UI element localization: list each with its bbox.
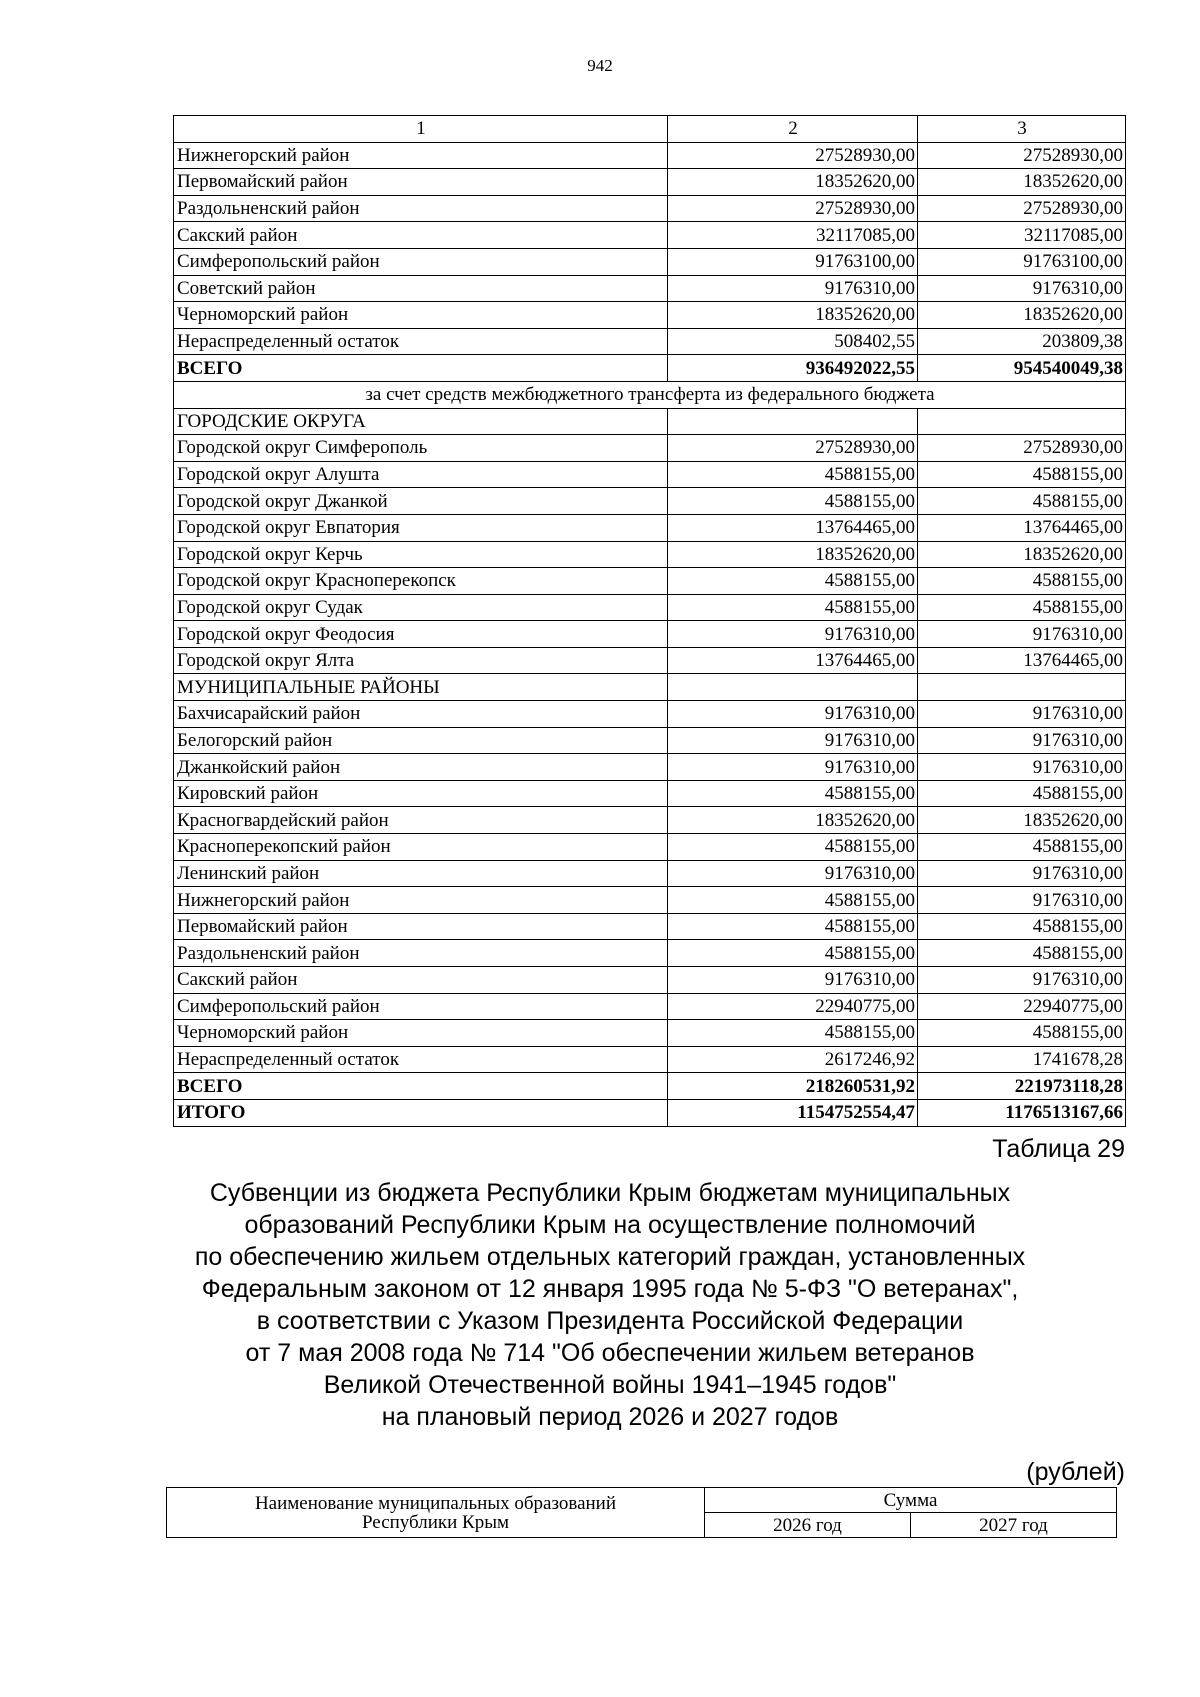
municipality-name: Городской округ Симферополь bbox=[174, 435, 668, 462]
table-title bbox=[150, 1177, 1070, 1433]
amount-2026: 4588155,00 bbox=[668, 461, 918, 488]
title-line: в соответствии с Указом Президента Российской Федерации bbox=[256, 1307, 964, 1335]
municipality-name: Черноморский район bbox=[174, 302, 668, 329]
table-row bbox=[174, 993, 1126, 1020]
amount-2026: 4588155,00 bbox=[668, 568, 918, 595]
municipality-name: Нераспределенный остаток bbox=[174, 328, 668, 355]
amount-2026: 18352620,00 bbox=[668, 302, 918, 329]
amount-2027: 32117085,00 bbox=[918, 222, 1126, 249]
grand-total-row bbox=[174, 1099, 1126, 1126]
municipality-name: Городской округ Феодосия bbox=[174, 621, 668, 648]
subsidy-table-continued bbox=[173, 115, 1126, 1127]
municipality-name: Сакский район bbox=[174, 967, 668, 994]
table-row bbox=[174, 142, 1126, 169]
total-label: ИТОГО bbox=[174, 1099, 668, 1126]
total-2026: 936492022,55 bbox=[668, 355, 918, 382]
section-municipal-districts bbox=[174, 674, 1126, 701]
total-2026: 218260531,92 bbox=[668, 1073, 918, 1100]
section-city-districts bbox=[174, 408, 1126, 435]
amount-2026: 9176310,00 bbox=[668, 275, 918, 302]
amount-2026: 18352620,00 bbox=[668, 169, 918, 196]
amount-2026: 13764465,00 bbox=[668, 647, 918, 674]
title-line: от 7 мая 2008 года № 714 "Об обеспечении жильем ветеранов bbox=[245, 1339, 975, 1367]
amount-2026: 4588155,00 bbox=[668, 940, 918, 967]
municipality-name: Нераспределенный остаток bbox=[174, 1046, 668, 1073]
table-row bbox=[174, 967, 1126, 994]
table-row bbox=[174, 834, 1126, 861]
amount-2026: 9176310,00 bbox=[668, 860, 918, 887]
title-line: по обеспечению жильем отдельных категорий граждан, установленных bbox=[194, 1243, 1026, 1271]
table-row bbox=[174, 514, 1126, 541]
amount-2026: 18352620,00 bbox=[668, 541, 918, 568]
municipality-name: Черноморский район bbox=[174, 1020, 668, 1047]
amount-2027: 9176310,00 bbox=[918, 701, 1126, 728]
federal-caption-row bbox=[174, 381, 1126, 408]
amount-2026: 4588155,00 bbox=[668, 1020, 918, 1047]
table-row bbox=[174, 940, 1126, 967]
amount-2026: 4588155,00 bbox=[668, 488, 918, 515]
section-title: МУНИЦИПАЛЬНЫЕ РАЙОНЫ bbox=[174, 674, 668, 701]
table-row bbox=[174, 328, 1126, 355]
municipality-name: Раздольненский район bbox=[174, 195, 668, 222]
amount-2026: 9176310,00 bbox=[668, 701, 918, 728]
amount-2027: 18352620,00 bbox=[918, 807, 1126, 834]
title-line: на плановый период 2026 и 2027 годов bbox=[381, 1403, 839, 1431]
amount-2026: 4588155,00 bbox=[668, 780, 918, 807]
amount-2026: 2617246,92 bbox=[668, 1046, 918, 1073]
column-header-name-line2: Республики Крым bbox=[361, 1511, 510, 1533]
amount-2027: 9176310,00 bbox=[918, 860, 1126, 887]
column-header-name bbox=[167, 1488, 705, 1538]
amount-2027: 9176310,00 bbox=[918, 727, 1126, 754]
table-row bbox=[174, 275, 1126, 302]
municipality-name: Городской округ Керчь bbox=[174, 541, 668, 568]
municipality-name: Первомайский район bbox=[174, 913, 668, 940]
amount-2026: 9176310,00 bbox=[668, 727, 918, 754]
amount-2026: 27528930,00 bbox=[668, 142, 918, 169]
amount-2026: 27528930,00 bbox=[668, 195, 918, 222]
title-line: Субвенции из бюджета Республики Крым бюджетам муниципальных bbox=[209, 1179, 1011, 1207]
amount-2027: 4588155,00 bbox=[918, 461, 1126, 488]
amount-2027: 203809,38 bbox=[918, 328, 1126, 355]
table-row bbox=[174, 461, 1126, 488]
municipality-name: Первомайский район bbox=[174, 169, 668, 196]
table-row bbox=[174, 887, 1126, 914]
total-2026: 1154752554,47 bbox=[668, 1099, 918, 1126]
amount-2027: 4588155,00 bbox=[918, 1020, 1126, 1047]
amount-2027: 4588155,00 bbox=[918, 568, 1126, 595]
amount-2026: 508402,55 bbox=[668, 328, 918, 355]
municipality-name: Бахчисарайский район bbox=[174, 701, 668, 728]
empty-cell bbox=[668, 674, 918, 701]
municipality-name: Городской округ Алушта bbox=[174, 461, 668, 488]
total-2027: 221973118,28 bbox=[918, 1073, 1126, 1100]
amount-2026: 4588155,00 bbox=[668, 594, 918, 621]
amount-2027: 4588155,00 bbox=[918, 940, 1126, 967]
amount-2026: 22940775,00 bbox=[668, 993, 918, 1020]
municipality-name: Городской округ Ялта bbox=[174, 647, 668, 674]
total-row bbox=[174, 1073, 1126, 1100]
amount-2026: 18352620,00 bbox=[668, 807, 918, 834]
municipality-name: Нижнегорский район bbox=[174, 887, 668, 914]
amount-2027: 27528930,00 bbox=[918, 435, 1126, 462]
amount-2026: 13764465,00 bbox=[668, 514, 918, 541]
table-row bbox=[174, 727, 1126, 754]
table-row bbox=[174, 754, 1126, 781]
table-row bbox=[174, 541, 1126, 568]
table-header-row bbox=[174, 116, 1126, 143]
federal-transfer-caption: за счет средств межбюджетного трансферта из федерального бюджета bbox=[174, 381, 1126, 408]
section-title: ГОРОДСКИЕ ОКРУГА bbox=[174, 408, 668, 435]
unit-label: (рублей) bbox=[1026, 1458, 1125, 1486]
municipality-name: Красногвардейский район bbox=[174, 807, 668, 834]
empty-cell bbox=[918, 408, 1126, 435]
municipality-name: Белогорский район bbox=[174, 727, 668, 754]
amount-2027: 9176310,00 bbox=[918, 887, 1126, 914]
amount-2027: 27528930,00 bbox=[918, 195, 1126, 222]
amount-2027: 13764465,00 bbox=[918, 647, 1126, 674]
amount-2026: 9176310,00 bbox=[668, 621, 918, 648]
table-row bbox=[174, 302, 1126, 329]
title-line: образований Республики Крым на осуществление полномочий bbox=[244, 1211, 976, 1239]
column-header-2027: 2027 год bbox=[911, 1513, 1117, 1538]
amount-2027: 22940775,00 bbox=[918, 993, 1126, 1020]
table-row bbox=[174, 621, 1126, 648]
amount-2027: 9176310,00 bbox=[918, 967, 1126, 994]
table-row bbox=[174, 647, 1126, 674]
amount-2026: 4588155,00 bbox=[668, 887, 918, 914]
municipality-name: Городской округ Судак bbox=[174, 594, 668, 621]
table-row bbox=[174, 807, 1126, 834]
title-line: Федеральным законом от 12 января 1995 года № 5-ФЗ "О ветеранах", bbox=[201, 1275, 1019, 1303]
amount-2026: 9176310,00 bbox=[668, 754, 918, 781]
column-number-1: 1 bbox=[174, 116, 668, 143]
column-number-3: 3 bbox=[918, 116, 1126, 143]
municipality-name: Симферопольский район bbox=[174, 248, 668, 275]
table-row bbox=[174, 488, 1126, 515]
amount-2026: 32117085,00 bbox=[668, 222, 918, 249]
amount-2027: 4588155,00 bbox=[918, 488, 1126, 515]
amount-2027: 1741678,28 bbox=[918, 1046, 1126, 1073]
amount-2027: 9176310,00 bbox=[918, 754, 1126, 781]
table-row bbox=[174, 860, 1126, 887]
total-label: ВСЕГО bbox=[174, 1073, 668, 1100]
table-row bbox=[174, 594, 1126, 621]
amount-2027: 4588155,00 bbox=[918, 594, 1126, 621]
amount-2027: 4588155,00 bbox=[918, 834, 1126, 861]
page-number: 942 bbox=[587, 56, 613, 75]
municipality-name: Джанкойский район bbox=[174, 754, 668, 781]
amount-2027: 9176310,00 bbox=[918, 275, 1126, 302]
table-29-header bbox=[166, 1487, 1117, 1538]
table-row bbox=[174, 248, 1126, 275]
table-row bbox=[174, 1020, 1126, 1047]
table-row bbox=[174, 701, 1126, 728]
table-row bbox=[174, 780, 1126, 807]
amount-2027: 4588155,00 bbox=[918, 780, 1126, 807]
amount-2026: 4588155,00 bbox=[668, 834, 918, 861]
amount-2027: 18352620,00 bbox=[918, 169, 1126, 196]
table-row bbox=[174, 195, 1126, 222]
table-row bbox=[174, 1046, 1126, 1073]
amount-2027: 27528930,00 bbox=[918, 142, 1126, 169]
column-header-2026: 2026 год bbox=[705, 1513, 911, 1538]
column-header-sum: Сумма bbox=[705, 1488, 1117, 1513]
total-2027: 954540049,38 bbox=[918, 355, 1126, 382]
empty-cell bbox=[668, 408, 918, 435]
column-header-name-line1: Наименование муниципальных образований bbox=[254, 1492, 617, 1514]
total-row bbox=[174, 355, 1126, 382]
municipality-name: Симферопольский район bbox=[174, 993, 668, 1020]
amount-2026: 4588155,00 bbox=[668, 913, 918, 940]
title-line: Великой Отечественной войны 1941–1945 годов" bbox=[323, 1371, 897, 1399]
amount-2027: 9176310,00 bbox=[918, 621, 1126, 648]
municipality-name: Сакский район bbox=[174, 222, 668, 249]
municipality-name: Раздольненский район bbox=[174, 940, 668, 967]
municipality-name: Кировский район bbox=[174, 780, 668, 807]
table-row bbox=[174, 435, 1126, 462]
amount-2027: 18352620,00 bbox=[918, 302, 1126, 329]
table-row bbox=[174, 169, 1126, 196]
total-label: ВСЕГО bbox=[174, 355, 668, 382]
amount-2027: 13764465,00 bbox=[918, 514, 1126, 541]
amount-2027: 4588155,00 bbox=[918, 913, 1126, 940]
amount-2027: 18352620,00 bbox=[918, 541, 1126, 568]
municipality-name: Ленинский район bbox=[174, 860, 668, 887]
amount-2026: 27528930,00 bbox=[668, 435, 918, 462]
municipality-name: Городской округ Джанкой bbox=[174, 488, 668, 515]
amount-2026: 91763100,00 bbox=[668, 248, 918, 275]
municipality-name: Городской округ Красноперекопск bbox=[174, 568, 668, 595]
amount-2026: 9176310,00 bbox=[668, 967, 918, 994]
municipality-name: Городской округ Евпатория bbox=[174, 514, 668, 541]
table-row bbox=[174, 222, 1126, 249]
municipality-name: Нижнегорский район bbox=[174, 142, 668, 169]
table-row bbox=[174, 913, 1126, 940]
amount-2027: 91763100,00 bbox=[918, 248, 1126, 275]
municipality-name: Советский район bbox=[174, 275, 668, 302]
column-number-2: 2 bbox=[668, 116, 918, 143]
total-2027: 1176513167,66 bbox=[918, 1099, 1126, 1126]
table-row bbox=[174, 568, 1126, 595]
table-label: Таблица 29 bbox=[992, 1135, 1125, 1163]
municipality-name: Красноперекопский район bbox=[174, 834, 668, 861]
empty-cell bbox=[918, 674, 1126, 701]
